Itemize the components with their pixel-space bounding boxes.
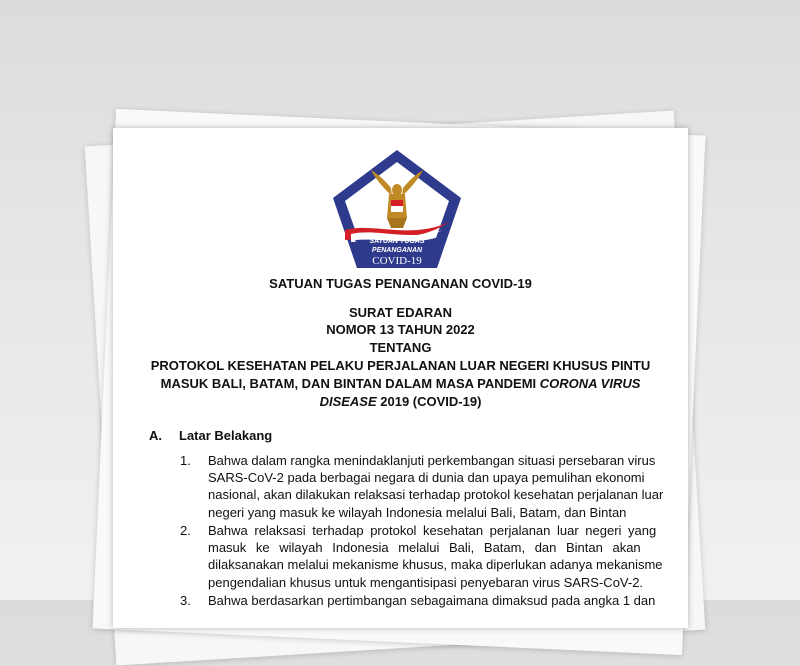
logo-text-line3: COVID-19 bbox=[372, 255, 422, 267]
doc-title-line3-italic: DISEASE bbox=[319, 394, 377, 409]
doc-title-line2 bbox=[113, 375, 688, 393]
doc-title-line3 bbox=[113, 393, 688, 411]
list-item-number: 3. bbox=[180, 593, 191, 608]
document-page bbox=[113, 128, 688, 628]
org-name: SATUAN TUGAS PENANGANAN COVID-19 bbox=[269, 276, 532, 291]
list-item-text bbox=[208, 522, 664, 591]
doc-title-line2-italic: CORONA VIRUS bbox=[539, 376, 641, 391]
text-line: Bahwa dalam rangka menindaklanjuti perkembangan situasi persebaran virus bbox=[208, 453, 656, 468]
doc-title-line3-text: 2019 (COVID-19) bbox=[376, 394, 482, 409]
logo-text-line2: PENANGANAN bbox=[371, 247, 423, 254]
doc-type: SURAT EDARAN bbox=[348, 305, 453, 320]
section-heading bbox=[149, 428, 272, 443]
list-item-text bbox=[208, 452, 664, 521]
doc-title-line1: PROTOKOL KESEHATAN PELAKU PERJALANAN LUAR NEGERI KHUSUS PINTU bbox=[150, 358, 651, 373]
section-title: Latar Belakang bbox=[179, 428, 273, 443]
text-line: pengendalian khusus untuk mengantisipasi penyebaran virus SARS-CoV-2. bbox=[208, 574, 644, 590]
doc-about: TENTANG bbox=[369, 340, 432, 355]
logo-text-line1: SATUAN TUGAS bbox=[369, 238, 425, 245]
text-line: nasional, akan dilakukan relaksasi terhadap protokol kesehatan perjalanan luar bbox=[208, 487, 664, 503]
text-line: dilaksanakan melalui mekanisme khusus, maka diperlukan adanya mekanisme bbox=[208, 557, 663, 573]
satgas-covid19-logo bbox=[331, 148, 463, 270]
doc-number: NOMOR 13 TAHUN 2022 bbox=[326, 322, 475, 337]
list-item-text bbox=[208, 592, 664, 609]
text-line: Bahwa relaksasi terhadap protokol kesehatan perjalanan luar negeri yang bbox=[208, 523, 657, 538]
text-line: Bahwa berdasarkan pertimbangan sebagaimana dimaksud pada angka 1 dan bbox=[208, 593, 656, 608]
list-item-number: 2. bbox=[180, 523, 191, 538]
doc-title-line2-text: MASUK BALI, BATAM, DAN BINTAN DALAM MASA PANDEMI bbox=[160, 376, 540, 391]
section-letter: A. bbox=[149, 428, 162, 443]
text-line: masuk ke wilayah Indonesia melalui Bali, Batam, dan Bintan akan bbox=[208, 540, 641, 556]
list-item-number: 1. bbox=[180, 453, 191, 468]
text-line: negeri yang masuk ke wilayah Indonesia melalui Bali, Batam, dan Bintan bbox=[208, 504, 627, 520]
text-line: SARS-CoV-2 pada berbagai negara di dunia dan upaya pemulihan ekonomi bbox=[208, 470, 645, 486]
